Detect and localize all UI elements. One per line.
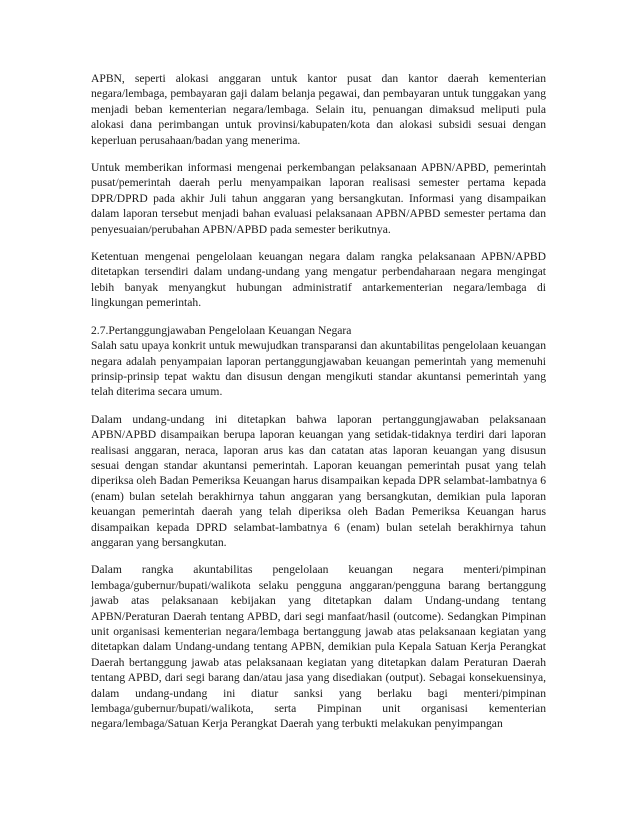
- paragraph-management-provision: Ketentuan mengenai pengelolaan keuangan negara dalam rangka pelaksanaan APBN/APBD ditetapkan tersendiri dalam undang-undang yang mengatur perbendaharaan negara mengingat lebih banyak menyangkut hubungan administratif antarkementerian negara/lembaga di lingkungan pemerintah.: [91, 250, 546, 310]
- document-page: [91, 71, 546, 732]
- paragraph-semester-report: Untuk memberikan informasi mengenai perkembangan pelaksanaan APBN/APBD, pemerintah pusat/pemerintah daerah perlu menyampaikan laporan realisasi semester pertama kepada DPR/DPRD pada akhir Juli tahun anggaran yang bersangkutan. Informasi yang disampaikan dalam laporan tersebut menjadi bahan evaluasi pelaksanaan APBN/APBD semester pertama dan penyesuaian/perubahan APBN/APBD pada semester berikutnya.: [91, 161, 546, 236]
- paragraph-financial-report: Dalam undang-undang ini ditetapkan bahwa laporan pertanggungjawaban pelaksanaan APBN/APBD disampaikan berupa laporan keuangan yang setidak-tidaknya terdiri dari laporan realisasi anggaran, neraca, laporan arus kas dan catatan atas laporan keuangan yang disusun sesuai dengan standar akuntansi pemerintah. Laporan keuangan pemerintah pusat yang telah diperiksa oleh Badan Pemeriksa Keuangan harus disampaikan kepada DPR selambat-lambatnya 6 (enam) bulan setelah berakhirnya tahun anggaran yang bersangkutan, demikian pula laporan keuangan pemerintah daerah yang telah diperiksa oleh Badan Pemeriksa Keuangan harus disampaikan kepada DPRD selambat-lambatnya 6 (enam) bulan setelah berakhirnya tahun anggaran yang bersangkutan.: [91, 412, 546, 549]
- section-heading: 2.7.Pertanggungjawaban Pengelolaan Keuangan Negara: [91, 323, 352, 337]
- paragraph-accountability: Dalam rangka akuntabilitas pengelolaan keuangan negara menteri/pimpinan lembaga/gubernur/bupati/walikota selaku pengguna anggaran/pengguna barang bertanggung jawab atas pelaksanaan kebijakan yang ditetapkan dalam Undang-undang tentang APBN/Peraturan Daerah tentang APBD, dari segi manfaat/hasil (outcome). Sedangkan Pimpinan unit organisasi kementerian negara/lembaga bertanggung jawab atas pelaksanaan kegiatan yang ditetapkan dalam Undang-undang tentang APBN, demikian pula Kepala Satuan Kerja Perangkat Daerah bertanggung jawab atas pelaksanaan kegiatan yang ditetapkan dalam Peraturan Daerah tentang APBD, dari segi barang dan/atau jasa yang disediakan (output). Sebagai konsekuensinya, dalam undang-undang ini diatur sanksi yang berlaku bagi menteri/pimpinan lembaga/gubernur/bupati/walikota, serta Pimpinan unit organisasi kementerian negara/lembaga/Satuan Kerja Perangkat Daerah yang terbukti melakukan penyimpangan: [91, 563, 546, 731]
- paragraph-apbn-allocation: APBN, seperti alokasi anggaran untuk kantor pusat dan kantor daerah kementerian negara/lembaga, pembayaran gaji dalam belanja pegawai, dan pembayaran untuk tunggakan yang menjadi beban kementerian negara/lembaga. Selain itu, penuangan dimaksud meliputi pula alokasi dana perimbangan untuk provinsi/kabupaten/kota dan alokasi subsidi sesuai dengan keperluan perusahaan/badan yang menerima.: [91, 72, 546, 147]
- paragraph-transparency: Salah satu upaya konkrit untuk mewujudkan transparansi dan akuntabilitas pengelolaan keuangan negara adalah penyampaian laporan pertanggungjawaban keuangan pemerintah yang memenuhi prinsip-prinsip tepat waktu dan disusun dengan mengikuti standar akuntansi pemerintah yang telah diterima secara umum.: [91, 339, 546, 399]
